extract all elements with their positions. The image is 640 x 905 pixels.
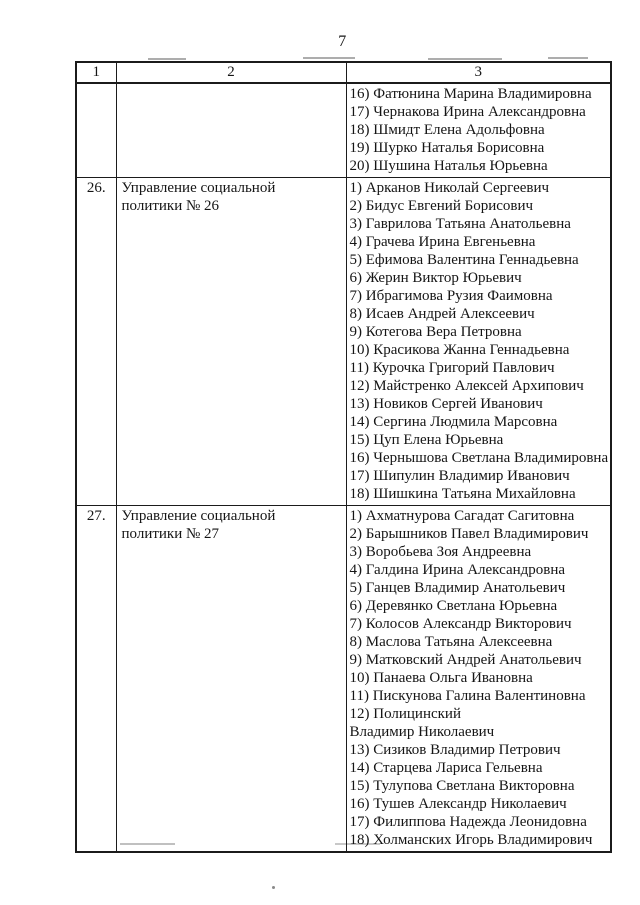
names-cell [346, 506, 611, 853]
name-line: 14) Старцева Лариса Гельевна [349, 760, 543, 776]
name-line: 5) Ганцев Владимир Анатольевич [349, 580, 566, 596]
scan-artifact [303, 57, 355, 59]
name-line: 8) Исаев Андрей Алексеевич [349, 306, 535, 322]
name-line: 11) Пискунова Галина Валентиновна [349, 688, 586, 704]
scan-speck [272, 886, 275, 889]
name-line: 11) Курочка Григорий Павлович [349, 360, 555, 376]
name-line: 14) Сергина Людмила Марсовна [349, 414, 558, 430]
organization-cell [116, 83, 346, 178]
header-row [76, 62, 611, 83]
scan-artifact [148, 58, 186, 60]
name-line: 9) Матковский Андрей Анатольевич [349, 652, 582, 668]
page-number: 7 [338, 33, 347, 50]
table-row [76, 506, 611, 853]
column-header-1: 1 [76, 62, 116, 83]
name-line: 16) Чернышова Светлана Владимировна [349, 450, 609, 466]
name-line: 8) Маслова Татьяна Алексеевна [349, 634, 553, 650]
names-cell [346, 178, 611, 506]
names-cell [346, 83, 611, 178]
scan-artifact [548, 57, 588, 59]
organization-cell: Управление социальной политики № 26 [116, 178, 346, 506]
name-line: 13) Новиков Сергей Иванович [349, 396, 543, 412]
name-line: 12) Майстренко Алексей Архипович [349, 378, 584, 394]
name-line: 12) Полицинский [349, 706, 461, 722]
name-line: 18) Холманских Игорь Владимирович [349, 832, 593, 848]
row-number-cell: 27. [76, 506, 116, 853]
table-body [76, 83, 611, 852]
name-line: 3) Воробьева Зоя Андреевна [349, 544, 532, 560]
name-line: 1) Ахматнурова Сагадат Сагитовна [349, 508, 575, 524]
name-line: 17) Шипулин Владимир Иванович [349, 468, 570, 484]
name-line: 17) Филиппова Надежда Леонидовна [349, 814, 587, 830]
name-line: 10) Панаева Ольга Ивановна [349, 670, 533, 686]
column-header-3: 3 [346, 62, 611, 83]
name-line: 6) Жерин Виктор Юрьевич [349, 270, 522, 286]
name-line: 5) Ефимова Валентина Геннадьевна [349, 252, 579, 268]
name-line: 7) Колосов Александр Викторович [349, 616, 572, 632]
name-line: 3) Гаврилова Татьяна Анатольевна [349, 216, 571, 232]
table-header [76, 62, 611, 83]
row-number-cell: 26. [76, 178, 116, 506]
name-line: 18) Шмидт Елена Адольфовна [349, 122, 545, 138]
table-row [76, 83, 611, 178]
name-line: 15) Тулупова Светлана Викторовна [349, 778, 575, 794]
name-line: 6) Деревянко Светлана Юрьевна [349, 598, 558, 614]
name-line: 17) Чернакова Ирина Александровна [349, 104, 586, 120]
name-line: 1) Арканов Николай Сергеевич [349, 180, 550, 196]
row-number-cell [76, 83, 116, 178]
name-line: 13) Сизиков Владимир Петрович [349, 742, 561, 758]
table-row [76, 178, 611, 506]
column-header-2: 2 [116, 62, 346, 83]
roster-table [75, 61, 612, 853]
name-line: 19) Шурко Наталья Борисовна [349, 140, 545, 156]
name-line: 4) Грачева Ирина Евгеньевна [349, 234, 536, 250]
name-line: 16) Фатюнина Марина Владимировна [349, 86, 592, 102]
name-line: Владимир Николаевич [349, 724, 495, 740]
name-line: 2) Барышников Павел Владимирович [349, 526, 589, 542]
name-line: 16) Тушев Александр Николаевич [349, 796, 567, 812]
organization-cell: Управление социальной политики № 27 [116, 506, 346, 853]
name-line: 4) Галдина Ирина Александровна [349, 562, 566, 578]
name-line: 2) Бидус Евгений Борисович [349, 198, 534, 214]
name-line: 18) Шишкина Татьяна Михайловна [349, 486, 576, 502]
name-line: 9) Котегова Вера Петровна [349, 324, 522, 340]
name-line: 20) Шушина Наталья Юрьевна [349, 158, 548, 174]
scan-artifact [428, 58, 502, 60]
name-line: 10) Красикова Жанна Геннадьевна [349, 342, 570, 358]
name-line: 7) Ибрагимова Рузия Фаимовна [349, 288, 553, 304]
name-line: 15) Цуп Елена Юрьевна [349, 432, 504, 448]
